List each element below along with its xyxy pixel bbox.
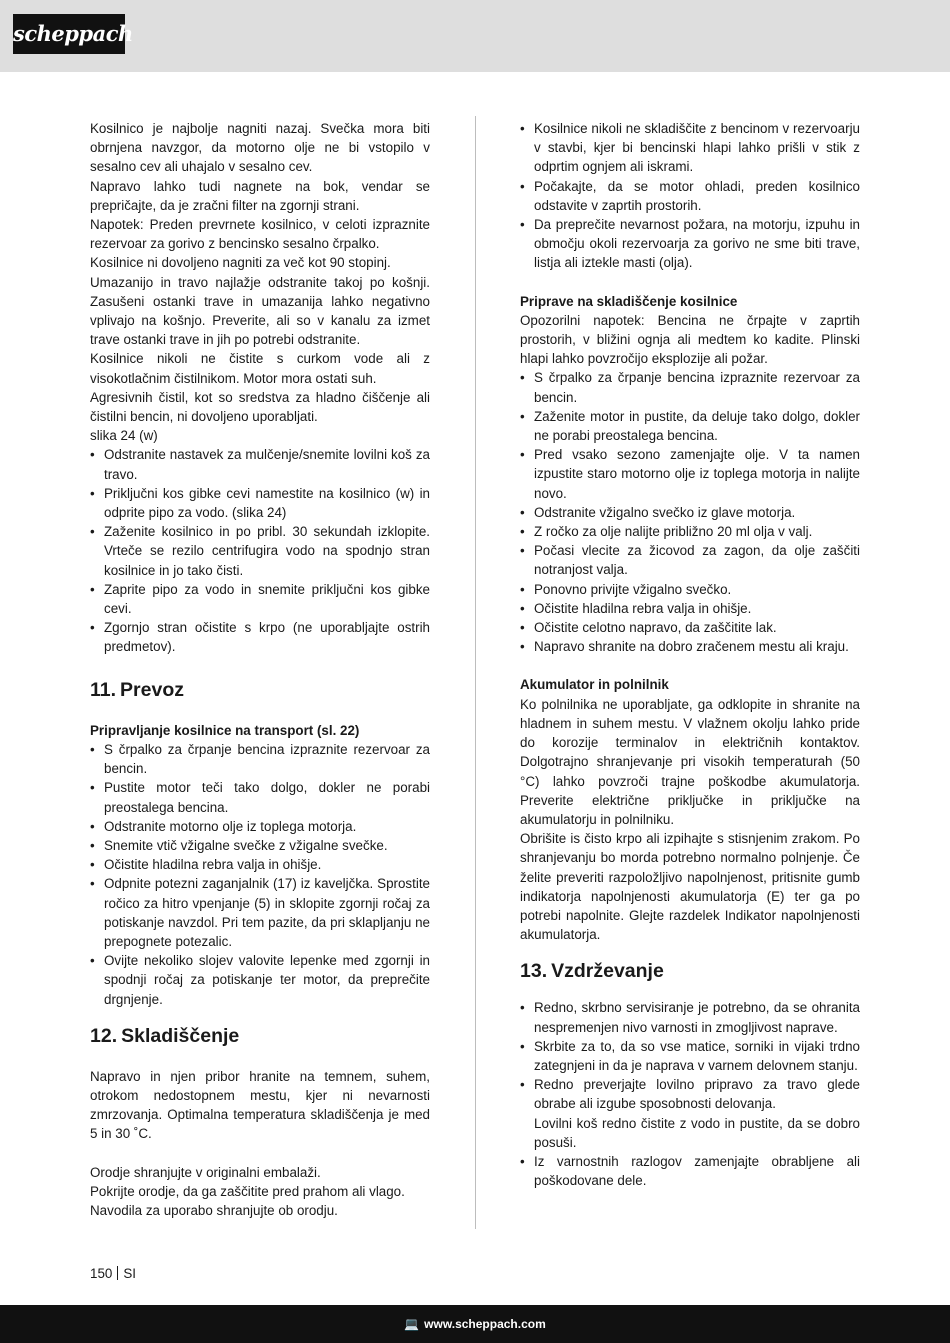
paragraph: Napravo lahko tudi nagnete na bok, vendar se prepričajte, da je zračni filter na zgornji strani.	[90, 178, 430, 213]
paragraph: Kosilnico je najbolje nagniti nazaj. Svečka mora biti obrnjena navzgor, da motorno olje ne bi vstopilo v sesalno cev ali uhajalo v sesalno cev.	[90, 121, 430, 175]
list-item: • Iz varnostnih razlogov zamenjajte obrabljene ali poškodovane dele.	[520, 1152, 860, 1190]
list-item: • Zaženite motor in pustite, da deluje tako dolgo, dokler ne porabi preostalega bencina.	[520, 407, 860, 445]
paragraph: Navodila za uporabo shranjujte ob orodju.	[90, 1202, 338, 1218]
section-heading-transport: 11. Prevoz	[90, 678, 184, 701]
list-item: • Snemite vtič vžigalne svečke z vžigalne svečke.	[90, 836, 430, 855]
section-heading-storage: 12. Skladiščenje	[90, 1024, 240, 1047]
paragraph: Napravo in njen pribor hranite na temnem, suhem, otrokom nedostopnem mestu, kjer ni nevarnosti zmrzovanja. Optimalna temperatura skladiščenja je med 5 in 30 ˚C.	[90, 1068, 430, 1142]
list-item: • Ponovno privijte vžigalno svečko.	[520, 580, 860, 599]
list-item: • Odstranite nastavek za mulčenje/snemite lovilni koš za travo.	[90, 445, 430, 483]
cleaning-steps-list	[90, 445, 430, 656]
paragraph: Obrišite is čisto krpo ali izpihajte s stisnjenim zrakom. Po shranjevanju bo morda potrebno normalno polnjenje. Če želite preveriti razpoložljivo napolnjenost, pritisnite gumb indikatorja napolnjenosti akumulatorja (E) ter ga po potrebi napolnite. Glejte razdelek Indikator napolnjenosti akumulatorja.	[520, 831, 860, 943]
list-item: • Odstranite vžigalno svečko iz glave motorja.	[520, 503, 860, 522]
paragraph: Pokrijte orodje, da ga zaščitite pred prahom ali vlago.	[90, 1183, 405, 1199]
column-divider	[475, 116, 476, 1229]
list-item: • Zaženite kosilnico in po pribl. 30 sekundah izklopite. Vrteče se rezilo centrifugira vodo na spodnjo stran kosilnice in jo tako čisti.	[90, 522, 430, 580]
paragraph: Kosilnice nikoli ne čistite s curkom vode ali z visokotlačnim čistilnikom. Motor mora ostati suh.	[90, 351, 430, 386]
page-number-value: 150	[90, 1266, 113, 1281]
list-item: • Priključni kos gibke cevi namestite na kosilnico (w) in odprite pipo za vodo. (slika 24)	[90, 484, 430, 522]
list-item: • S črpalko za črpanje bencina izpraznite rezervoar za bencin.	[90, 740, 430, 778]
page-number	[90, 1266, 136, 1281]
subheading: Akumulator in polnilnik	[520, 677, 669, 693]
maintenance-list	[520, 998, 860, 1113]
figure-reference: slika 24 (w)	[90, 428, 158, 444]
language-code: SI	[123, 1266, 136, 1281]
transport-steps-list	[90, 740, 430, 1009]
footer-bar	[0, 1305, 950, 1343]
list-item: • Odpnite potezni zaganjalnik (17) iz kaveljčka. Sprostite ročico za hitro vpenjanje (5) in sklopite zgornji ročaj za potiskanje navzdol. Pri tem pazite, da pri sklapljanju ne prepognete potezalic.	[90, 874, 430, 951]
storage-prep-list	[520, 368, 860, 656]
page-number-separator	[117, 1266, 118, 1280]
paragraph: Ko polnilnika ne uporabljate, ga odklopite in shranite na hladnem in suhem mestu. V vlažnem okolju lahko pride do korozije terminalov in električnih kontaktov. Dolgotrajno shranjevanje pri visokih temperaturah (50 °C) lahko povzroči trajne poškodbe akumulatorja. Preverite električne priključke in priključke na akumulatorju in polnilniku.	[520, 696, 860, 827]
scheppach-logo: scheppach	[13, 14, 125, 54]
paragraph: Umazanijo in travo najlažje odstranite takoj po košnji. Zasušeni ostanki trave in umazanija lahko negativno vplivajo na košnjo. Preverite, ali so v kanalu za izmet trave ostanki trave in jih po potrebi odstranite.	[90, 274, 430, 348]
computer-icon: 💻	[404, 1317, 420, 1331]
list-item: • Počasi vlecite za žicovod za zagon, da olje zaščiti notranjost valja.	[520, 541, 860, 579]
list-item: • Pustite motor teči tako dolgo, dokler ne porabi preostalega bencina.	[90, 778, 430, 816]
list-item-continuation: Lovilni koš redno čistite z vodo in pustite, da se dobro posuši.	[534, 1115, 860, 1150]
right-column	[520, 119, 860, 1190]
warning-paragraph: Opozorilni napotek: Bencina ne črpajte v zaprtih prostorih, v bližini ognja ali medtem ko kadite. Plinski hlapi lahko povzročijo eksplozije ali požar.	[520, 312, 860, 367]
list-item: • S črpalko za črpanje bencina izpraznite rezervoar za bencin.	[520, 368, 860, 406]
list-item: • Pred vsako sezono zamenjajte olje. V ta namen izpustite staro motorno olje iz toplega motorja in nalijte novo.	[520, 445, 860, 503]
list-item: • Zgornjo stran očistite s krpo (ne uporabljajte ostrih predmetov).	[90, 618, 430, 656]
list-item: • Odstranite motorno olje iz toplega motorja.	[90, 817, 430, 836]
list-item: • Zaprite pipo za vodo in snemite priključni kos gibke cevi.	[90, 580, 430, 618]
list-item: • Redno preverjajte lovilno pripravo za travo glede obrabe ali izgube sposobnosti delovanja.	[520, 1075, 860, 1113]
subheading: Priprave na skladiščenje kosilnice	[520, 293, 738, 309]
list-item: • Da preprečite nevarnost požara, na motorju, izpuhu in območju okoli rezervoarja za gorivo ne sme biti trave, listja ali iztekle masti (olja).	[520, 215, 860, 273]
list-item: • Očistite hladilna rebra valja in ohišje.	[520, 599, 860, 618]
left-column	[90, 119, 430, 1220]
list-item: • Skrbite za to, da so vse matice, sorniki in vijaki trdno zategnjeni in da je naprava v varnem delovnem stanju.	[520, 1037, 860, 1075]
header-bar	[0, 0, 950, 72]
paragraph: Agresivnih čistil, kot so sredstva za hladno čiščenje ali čistilni bencin, ni dovoljeno uporabljati.	[90, 389, 430, 425]
paragraph: Orodje shranjujte v originalni embalaži.	[90, 1164, 321, 1180]
maintenance-list-end	[520, 1152, 860, 1190]
list-item: • Ovijte nekoliko slojev valovite lepenke med zgornji in spodnji ročaj za potiskanje ter motor, da preprečite drgnjenje.	[90, 951, 430, 1009]
list-item: • Napravo shranite na dobro zračenem mestu ali kraju.	[520, 637, 860, 656]
section-heading-maintenance: 13. Vzdrževanje	[520, 960, 664, 983]
list-item: • Kosilnice nikoli ne skladiščite z bencinom v rezervoarju v stavbi, kjer bi bencinski hlapi lahko prišli v stik z odprtim ognjem ali iskrami.	[520, 119, 860, 177]
list-item: • Redno, skrbno servisiranje je potrebno, da se ohranita nespremenjen nivo varnosti in zmogljivost naprave.	[520, 998, 860, 1036]
paragraph: Napotek: Preden prevrnete kosilnico, v celoti izpraznite rezervoar za gorivo z bencinsko sesalno črpalko.	[90, 217, 430, 252]
list-item: • Očistite hladilna rebra valja in ohišje.	[90, 855, 430, 874]
list-item: • Počakajte, da se motor ohladi, preden kosilnico odstavite v zaprtih prostorih.	[520, 177, 860, 215]
website-url[interactable]: www.scheppach.com	[424, 1317, 546, 1331]
paragraph: Kosilnice ni dovoljeno nagniti za več kot 90 stopinj.	[90, 255, 391, 271]
subheading: Pripravljanje kosilnice na transport (sl. 22)	[90, 722, 360, 738]
storage-safety-list	[520, 119, 860, 273]
list-item: • Z ročko za olje nalijte približno 20 ml olja v valj.	[520, 522, 860, 541]
list-item: • Očistite celotno napravo, da zaščitite lak.	[520, 618, 860, 637]
